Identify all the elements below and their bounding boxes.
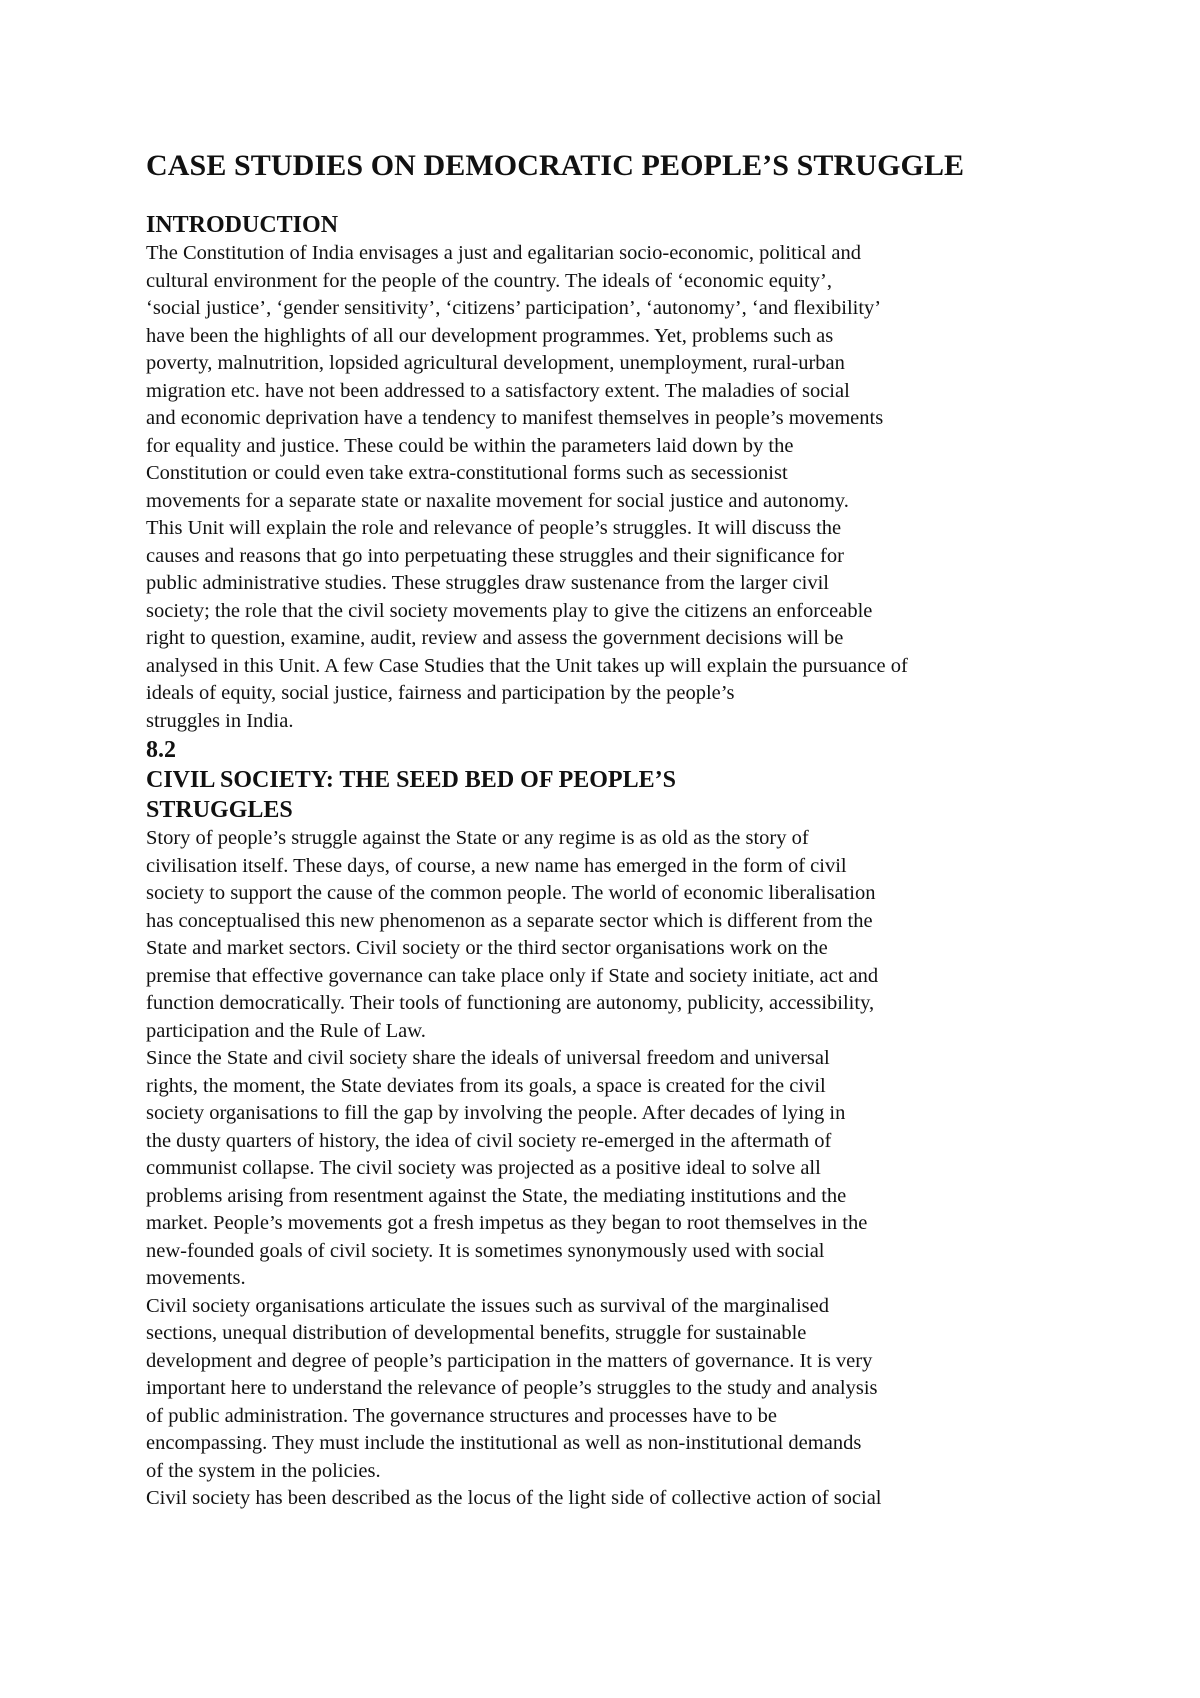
text-line: Since the State and civil society share the ideals of universal freedom and universal bbox=[146, 1047, 830, 1069]
text-line: struggles in India. bbox=[146, 709, 294, 732]
text-line: society; the role that the civil society movements play to give the citizens an enforceable bbox=[146, 599, 873, 622]
section-number: 8.2 bbox=[146, 737, 176, 763]
text-line: have been the highlights of all our development programmes. Yet, problems such as bbox=[146, 324, 834, 347]
text-line: Civil society organisations articulate the issues such as survival of the marginalised bbox=[146, 1294, 830, 1317]
text-line: public administrative studies. These struggles draw sustenance from the larger civil bbox=[146, 572, 829, 594]
text-line: right to question, examine, audit, review and assess the government decisions will be bbox=[146, 627, 844, 649]
text-line: for equality and justice. These could be within the parameters laid down by the bbox=[146, 434, 794, 457]
paragraph bbox=[146, 240, 1146, 735]
text-line: movements. bbox=[146, 1267, 246, 1289]
text-line: migration etc. have not been addressed to a satisfactory extent. The maladies of social bbox=[146, 379, 850, 402]
text-line: participation and the Rule of Law. bbox=[146, 1019, 426, 1042]
section-introduction bbox=[146, 210, 1146, 735]
text-line: development and degree of people’s participation in the matters of governance. It is very bbox=[146, 1349, 873, 1372]
text-line: the dusty quarters of history, the idea of civil society re-emerged in the aftermath of bbox=[146, 1129, 832, 1152]
text-line: State and market sectors. Civil society or the third sector organisations work on the bbox=[146, 937, 828, 959]
text-line: Story of people’s struggle against the State or any regime is as old as the story of bbox=[146, 827, 809, 849]
text-line: of public administration. The governance structures and processes have to be bbox=[146, 1404, 777, 1427]
text-line: and economic deprivation have a tendency to manifest themselves in people’s movements bbox=[146, 407, 884, 429]
text-line: civilisation itself. These days, of course, a new name has emerged in the form of civil bbox=[146, 854, 847, 877]
text-line: new-founded goals of civil society. It is sometimes synonymously used with social bbox=[146, 1239, 825, 1262]
text-line: society to support the cause of the common people. The world of economic liberalisation bbox=[146, 882, 876, 904]
text-line: cultural environment for the people of the country. The ideals of ‘economic equity’, bbox=[146, 269, 832, 292]
section-heading: INTRODUCTION bbox=[146, 212, 339, 238]
text-line: has conceptualised this new phenomenon as a separate sector which is different from the bbox=[146, 909, 873, 932]
text-line: ‘social justice’, ‘gender sensitivity’, ‘citizens’ participation’, ‘autonomy’, ‘and flexibility’ bbox=[146, 297, 882, 319]
text-line: ideals of equity, social justice, fairness and participation by the people’s bbox=[146, 682, 735, 704]
text-line: society organisations to fill the gap by involving the people. After decades of lying in bbox=[146, 1102, 846, 1124]
document-title: CASE STUDIES ON DEMOCRATIC PEOPLE’S STRUGGLE bbox=[146, 149, 965, 182]
paragraph bbox=[146, 825, 1146, 1045]
text-line: poverty, malnutrition, lopsided agricultural development, unemployment, rural-urban bbox=[146, 352, 845, 374]
text-line: problems arising from resentment against the State, the mediating institutions and the bbox=[146, 1184, 847, 1207]
text-line: causes and reasons that go into perpetuating these struggles and their significance for bbox=[146, 544, 844, 567]
text-line: important here to understand the relevance of people’s struggles to the study and analysis bbox=[146, 1377, 878, 1399]
text-line: of the system in the policies. bbox=[146, 1459, 381, 1482]
text-line: movements for a separate state or naxalite movement for social justice and autonomy. bbox=[146, 489, 849, 512]
paragraph bbox=[146, 1485, 1146, 1513]
text-line: communist collapse. The civil society was projected as a positive ideal to solve all bbox=[146, 1157, 821, 1179]
text-line: premise that effective governance can take place only if State and society initiate, act and bbox=[146, 964, 879, 987]
text-line: encompassing. They must include the institutional as well as non-institutional demands bbox=[146, 1432, 862, 1454]
paragraph bbox=[146, 1045, 1146, 1293]
text-line: The Constitution of India envisages a just and egalitarian socio-economic, political and bbox=[146, 242, 862, 264]
text-line: Civil society has been described as the locus of the light side of collective action of social bbox=[146, 1487, 882, 1509]
text-line: sections, unequal distribution of developmental benefits, struggle for sustainable bbox=[146, 1322, 807, 1344]
text-line: function democratically. Their tools of functioning are autonomy, publicity, accessibility, bbox=[146, 992, 875, 1014]
section-heading: CIVIL SOCIETY: THE SEED BED OF PEOPLE’S bbox=[146, 767, 676, 793]
text-line: This Unit will explain the role and relevance of people’s struggles. It will discuss the bbox=[146, 517, 842, 539]
text-line: Constitution or could even take extra-constitutional forms such as secessionist bbox=[146, 462, 788, 484]
text-line: analysed in this Unit. A few Case Studies that the Unit takes up will explain the pursuance of bbox=[146, 654, 908, 677]
text-line: market. People’s movements got a fresh impetus as they began to root themselves in the bbox=[146, 1212, 868, 1234]
section-heading: STRUGGLES bbox=[146, 797, 293, 823]
section-civil-society bbox=[146, 735, 1146, 1513]
document-body bbox=[146, 148, 1146, 1513]
text-line: rights, the moment, the State deviates from its goals, a space is created for the civil bbox=[146, 1074, 826, 1097]
paragraph bbox=[146, 1293, 1146, 1486]
